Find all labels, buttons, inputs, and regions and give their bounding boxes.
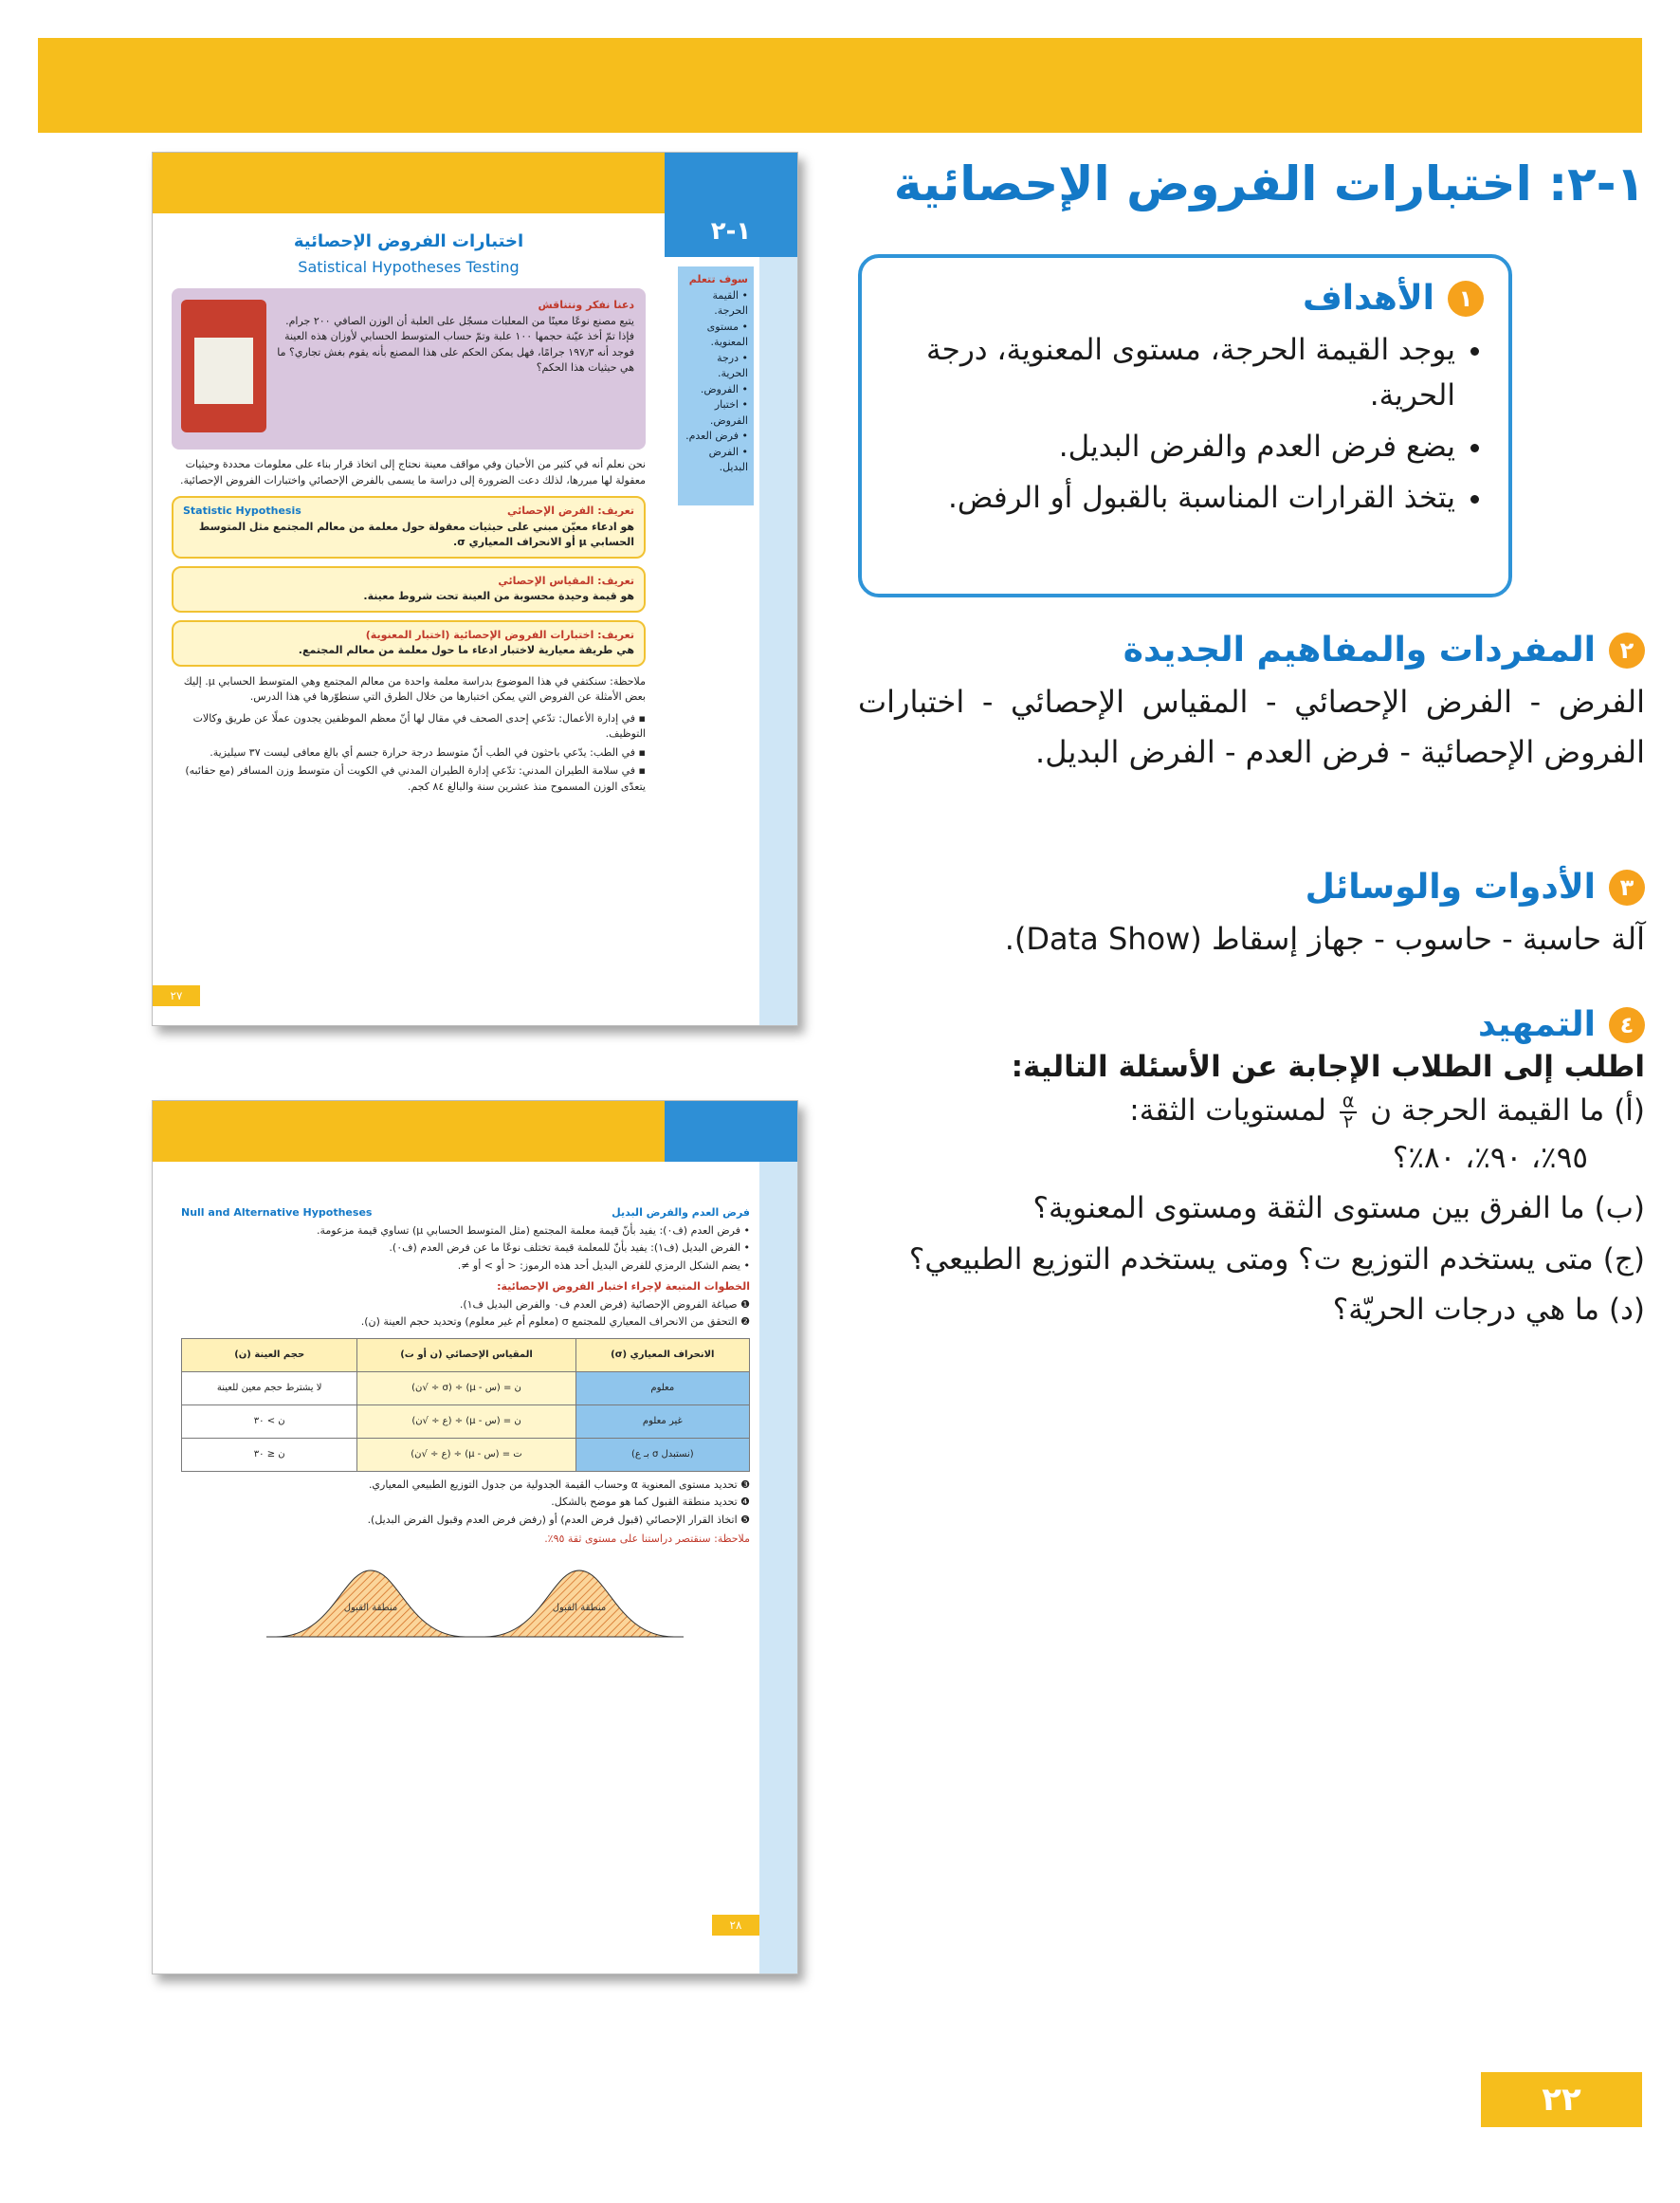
thumb-title: اختبارات الفروض الإحصائية: [293, 231, 524, 251]
definition-box: تعريف: اختبارات الفروض الإحصائية (اختبار المعنوية) هي طريقة معيارية لاختبار ادعاء ما حول معلمة من معالم المجتمع.: [172, 620, 646, 667]
goals-heading: [886, 279, 1484, 318]
thumb-example: ▪ في سلامة الطيران المدني: تدّعي إدارة الطيران المدني في الكويت أن متوسط وزن المسافر (مع حقائبه) يتعدّى الوزن المسموح منذ عشرين سنة والبالغ ٨٤ كجم.: [185, 764, 646, 793]
thumb-bullet: • يضم الشكل الرمزي للفرض البديل أحد هذه الرموز: < أو > أو ≠.: [457, 1258, 750, 1272]
goal-item: • يضع فرض العدم والفرض البديل.: [886, 424, 1455, 469]
vocab-section: [858, 631, 1645, 778]
lesson-number-tab: ١-٢: [665, 153, 797, 257]
textbook-page-thumbnail-27: [152, 152, 798, 1026]
question-b: (ب)ما الفرق بين مستوى الثقة ومستوى المعنوية؟: [1032, 1191, 1645, 1226]
tools-section: [858, 868, 1645, 964]
thumb-heading-en: Null and Alternative Hypotheses: [181, 1206, 373, 1219]
thumb-bullet: • الفرض البديل (ف١): يفيد بأنّ للمعلمة قيمة تختلف نوعًا ما عن فرض العدم (ف٠).: [389, 1241, 750, 1254]
vocab-heading: المفردات والمفاهيم الجديدة: [1123, 631, 1596, 670]
goal-item: • يتخذ القرارات المناسبة بالقبول أو الرفض.: [886, 475, 1455, 521]
step-item: ❶ صياغة الفروض الإحصائية (فرض العدم ف٠ والفرض البديل ف١).: [459, 1297, 750, 1311]
question-a-text: ما القيمة الحرجة ن: [1370, 1093, 1605, 1128]
acceptance-region-label: منطقة القبول: [343, 1602, 398, 1613]
top-banner: [38, 38, 1642, 133]
vocab-text: الفرض - الفرض الإحصائي - المقياس الإحصائي - اختبارات الفروض الإحصائية - فرض العدم - الفرض البديل.: [858, 684, 1645, 770]
thumb-tab: [665, 1101, 797, 1162]
tools-text: آلة حاسبة - حاسوب - جهاز إسقاط (Data Show).: [1004, 921, 1645, 957]
page-number: ٢٢: [1481, 2072, 1642, 2127]
statistic-table: الانحراف المعياري (σ) المقياس الإحصائي (ن أو ت) حجم العينة (ن) معلوم ن = (س - μ) ÷ (σ ÷ √ن) لا يشترط حجم معين للعينة غير معلوم ن = (س - μ) ÷ (ع ÷ √ن) ن > ٣٠ (نستبدل σ بـ ع) ت = (س - μ) ÷ (ع ÷ √ن) ن ≤ ٣٠: [181, 1338, 750, 1472]
thumb-subtitle: Satistical Hypotheses Testing: [298, 258, 520, 276]
thumb-page-number: ٢٧: [153, 985, 200, 1006]
table-row: معلوم ن = (س - μ) ÷ (σ ÷ √ن) لا يشترط حجم معين للعينة: [182, 1371, 750, 1404]
step-item: ❹ تحديد منطقة القبول كما هو موضح بالشكل.: [551, 1496, 750, 1508]
warmup-number-badge: ٤: [1609, 1007, 1645, 1043]
goals-heading-label: الأهداف: [1302, 279, 1434, 318]
thumb-content: [181, 1205, 750, 1661]
textbook-page-thumbnail-28: [152, 1100, 798, 1974]
definition-box: تعريف: الفرض الإحصائي Statistic Hypothesis هو ادعاء معيّن مبني على حيثيات معقولة حول معلمة من معالم المجتمع مثل المتوسط الحسابي μ أو الانحراف المعياري σ.: [172, 496, 646, 559]
steps-heading: الخطوات المتبعة لإجراء اختبار الفروض الإحصائية:: [497, 1280, 750, 1293]
question-d: (د)ما هي درجات الحريّة؟: [1332, 1293, 1645, 1328]
definition-box: تعريف: المقياس الإحصائي هو قيمة وحيدة محسوبة من العينة تحت شروط معينة.: [172, 566, 646, 613]
alpha-over-two-fraction: $\frac{\alpha}{٢}$: [1340, 1092, 1358, 1132]
thumb-heading-ar: فرض العدم والفرض البديل: [612, 1206, 750, 1219]
thumb-content: [172, 229, 646, 798]
normal-curves-figure: [257, 1551, 693, 1656]
warmup-section: [858, 1005, 1645, 1334]
question-a-values: ٩٥٪، ٩٠٪، ٨٠٪؟: [1392, 1140, 1588, 1175]
thumb-page-number: ٢٨: [712, 1915, 759, 1936]
thumb-side-stripe: [759, 257, 797, 1025]
question-a-tail: لمستويات الثقة:: [1129, 1093, 1326, 1128]
thumb-example: ▪ في إدارة الأعمال: تدّعي إحدى الصحف في مقال لها أنّ معظم الموظفين يجدون عملًا عن طريق وكالات التوظيف.: [192, 711, 646, 740]
thumb-bullet: • فرض العدم (ف٠): يفيد بأنّ قيمة معلمة المجتمع (مثل المتوسط الحسابي μ) تساوي قيمة مزعومة.: [317, 1223, 750, 1237]
learn-box: سوف تتعلم • القيمة الحرجة. • مستوى المعنوية. • درجة الحرية. • الفروض. • اختبار الفروض. • فرض العدم. • الفرض البديل.: [678, 266, 754, 505]
vocab-number-badge: ٢: [1609, 633, 1645, 669]
goal-item: • يوجد القيمة الحرجة، مستوى المعنوية، درجة الحرية.: [886, 327, 1455, 418]
warmup-heading: التمهيد: [1478, 1005, 1596, 1044]
question-a: [858, 1088, 1645, 1182]
table-row: (نستبدل σ بـ ع) ت = (س - μ) ÷ (ع ÷ √ن) ن ≤ ٣٠: [182, 1438, 750, 1471]
discussion-box: دعنا نفكر ونتناقش يتبع مصنع نوعًا معينًا من المعلبات مسجّل على العلبة أن الوزن الصافي ٢٠٠ جرام. فإذا تمّ أخذ عيّنة حجمها ١٠٠ علبة وتمّ حساب المتوسط الحسابي لأوزان هذه العينة فوجد أنه ١٩٧٫٣ جرامًا، فهل يمكن الحكم على هذا المصنع بأنه يقوم بغش تجاري؟ ما هي حيثيات هذا الحكم؟: [172, 288, 646, 450]
question-a-label: (أ): [1614, 1093, 1645, 1128]
thumb-side-stripe: [759, 1162, 797, 1974]
table-row: غير معلوم ن = (س - μ) ÷ (ع ÷ √ن) ن > ٣٠: [182, 1404, 750, 1438]
step-item: ❺ اتخاذ القرار الإحصائي (قبول فرض العدم) أو (رفض فرض العدم وقبول الفرض البديل).: [367, 1513, 750, 1526]
question-c: (ج)متى يستخدم التوزيع ت؟ ومتى يستخدم التوزيع الطبيعي؟: [908, 1241, 1645, 1276]
section-title: ١-٢: اختبارات الفروض الإحصائية: [893, 156, 1645, 211]
acceptance-region-label: منطقة القبول: [552, 1602, 607, 1613]
thumb-note: ملاحظة: سنكتفي في هذا الموضوع بدراسة معلمة واحدة من معالم المجتمع وهي المتوسط الحسابي μ. إليك بعض الأمثلة عن الفروض التي يمكن اختبارها من خلال الطرق التي سنطوّرها في هذا الدرس.: [183, 674, 646, 703]
goals-number-badge: ١: [1448, 281, 1484, 317]
thumb-intro: نحن نعلم أنه في كثير من الأحيان وفي مواقف معينة نحتاج إلى اتخاذ قرار بناء على معلومات محددة وحيثيات معقولة لها مبررها، لذلك دعت الضرورة إلى دراسة ما يسمى بالفرض الإحصائي واختبارات الفروض الإحصائية.: [179, 458, 646, 486]
step-item: ❸ تحديد مستوى المعنوية α وحساب القيمة الجدولية من جدول التوزيع الطبيعي المعياري.: [368, 1478, 750, 1491]
can-photo: [181, 300, 266, 432]
step-item: ❷ التحقق من الانحراف المعياري للمجتمع σ (معلوم أم غير معلوم) وتحديد حجم العينة (ن).: [360, 1315, 750, 1328]
goals-box: [858, 254, 1512, 597]
thumb-example: ▪ في الطب: يدّعي باحثون في الطب أنّ متوسط درجة حرارة جسم أي بالغ معافى ليست ٣٧ سيليزية.: [210, 745, 646, 759]
tools-heading: الأدوات والوسائل: [1305, 868, 1596, 907]
thumb-note: ملاحظة: سنقتصر دراستنا على مستوى ثقة ٩٥٪.: [544, 1533, 750, 1545]
tools-number-badge: ٣: [1609, 870, 1645, 906]
goals-list: [886, 327, 1484, 521]
warmup-intro: اطلب إلى الطلاب الإجابة عن الأسئلة التالية:: [1011, 1050, 1645, 1084]
